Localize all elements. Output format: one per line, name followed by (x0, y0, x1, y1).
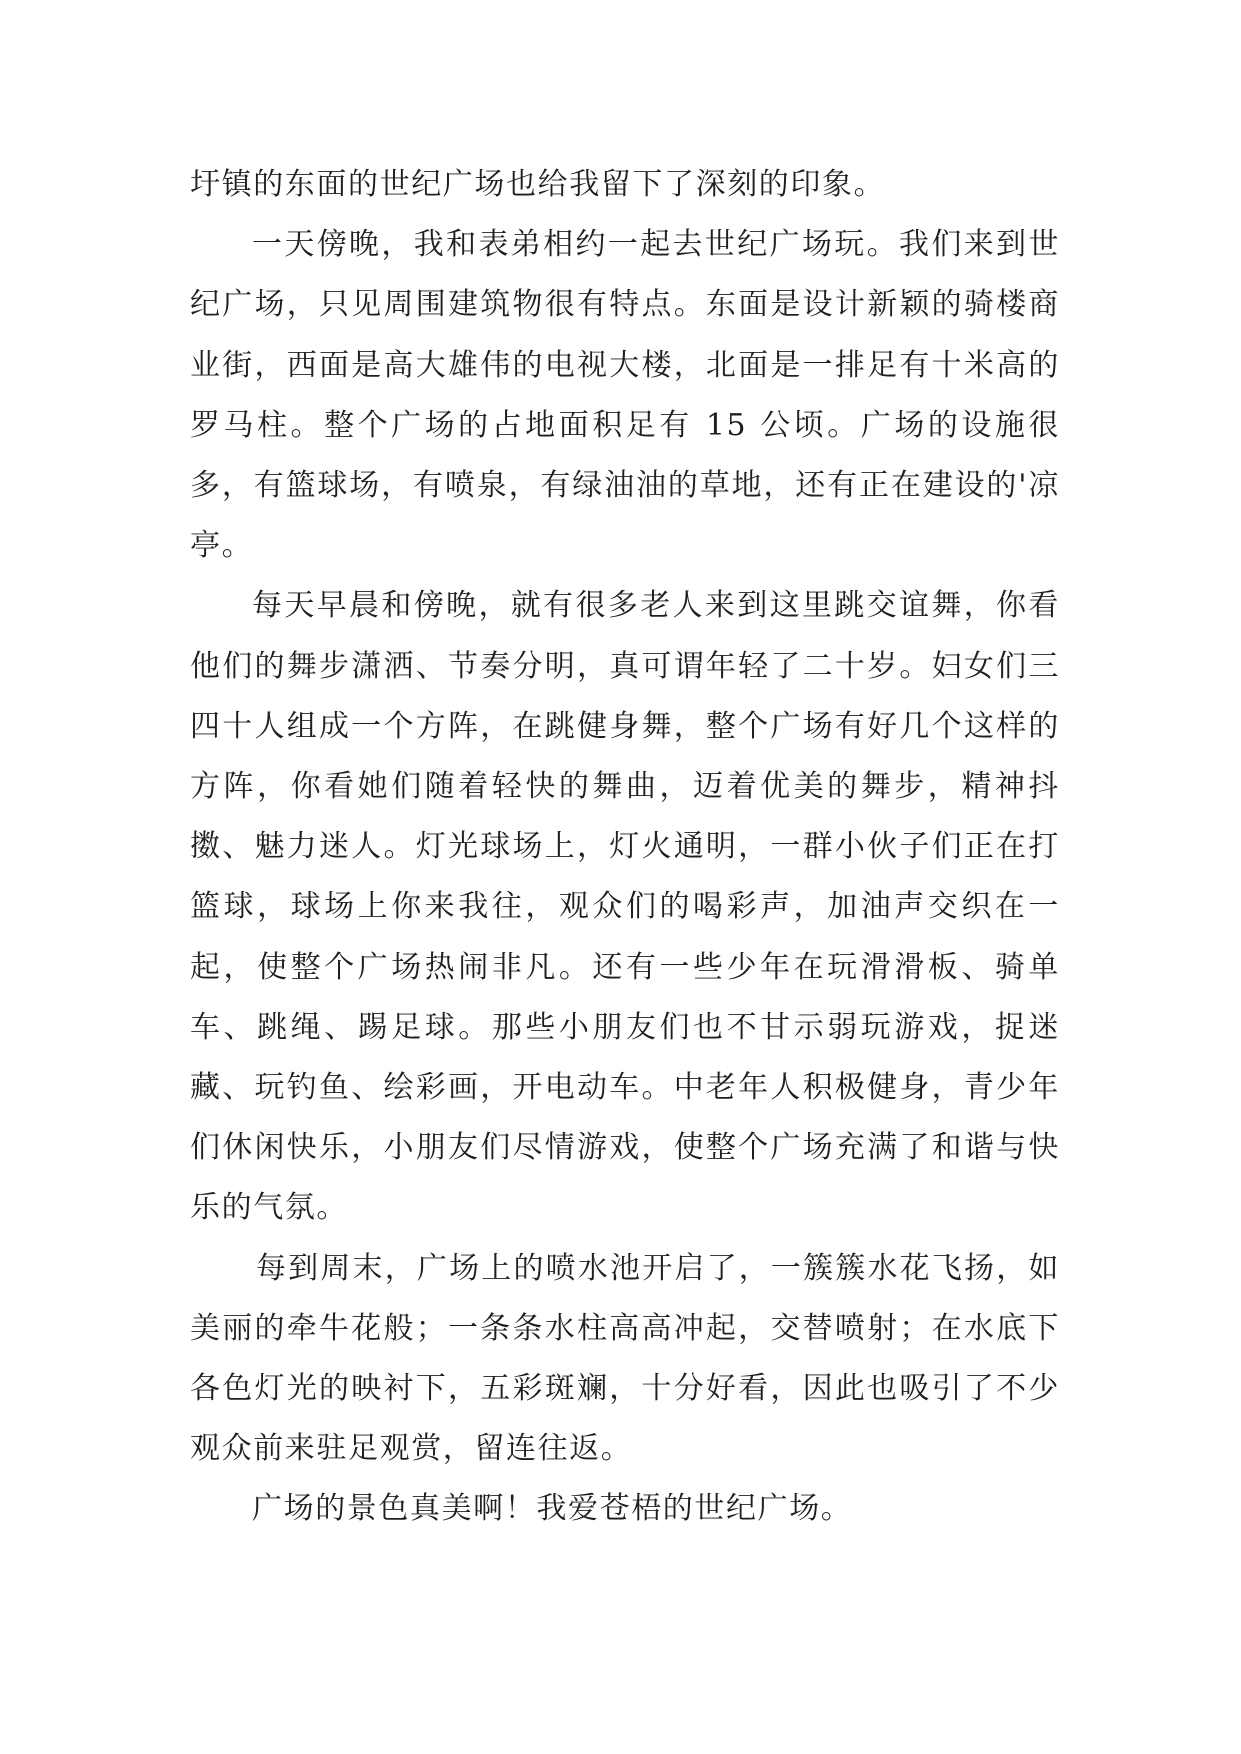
document-body (190, 155, 1060, 1540)
paragraph-fountain: 每到周末，广场上的喷水池开启了，一簇簇水花飞扬，如美丽的牵牛花般；一条条水柱高高冲起，交替喷射；在水底下各色灯光的映衬下，五彩斑斓，十分好看，因此也吸引了不少观众前来驻足观赏，留连往返。 (190, 1250, 1060, 1467)
paragraph-conclusion: 广场的景色真美啊！我爱苍梧的世纪广场。 (252, 1491, 853, 1527)
paragraph-intro: 圩镇的东面的世纪广场也给我留下了深刻的印象。 (190, 167, 886, 202)
paragraph-activities: 每天早晨和傍晚，就有很多老人来到这里跳交谊舞，你看他们的舞步潇洒、节奏分明，真可谓年轻了二十岁。妇女们三四十人组成一个方阵，在跳健身舞，整个广场有好几个这样的方阵，你看她们随着轻快的舞曲，迈着优美的舞步，精神抖擞、魅力迷人。灯光球场上，灯火通明，一群小伙子们正在打篮球，球场上你来我往，观众们的喝彩声，加油声交织在一起，使整个广场热闹非凡。还有一些少年在玩滑滑板、骑单车、跳绳、踢足球。那些小朋友们也不甘示弱玩游戏，捉迷藏、玩钓鱼、绘彩画，开电动车。中老年人积极健身，青少年们休闲快乐，小朋友们尽情游戏，使整个广场充满了和谐与快乐的气氛。 (190, 588, 1060, 1226)
paragraph-description: 一天傍晚，我和表弟相约一起去世纪广场玩。我们来到世纪广场，只见周围建筑物很有特点。东面是设计新颖的骑楼商业街，西面是高大雄伟的电视大楼，北面是一排足有十米高的罗马柱。整个广场的占地面积足有 15 公顷。广场的设施很多，有篮球场，有喷泉，有绿油油的草地，还有正在建设的'凉亭。 (190, 227, 1060, 564)
